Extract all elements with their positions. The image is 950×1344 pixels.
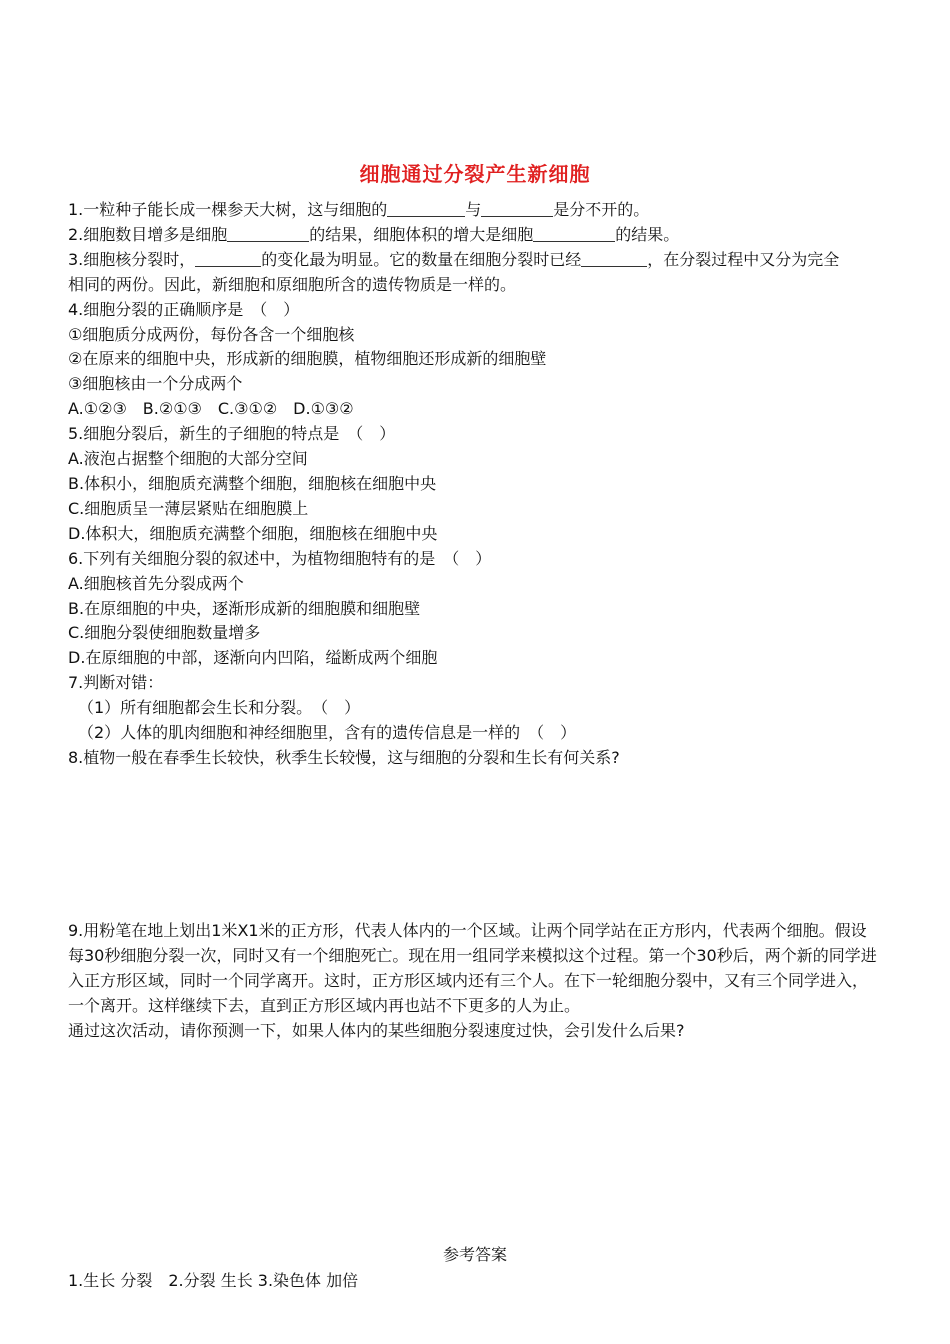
answer-key-title: 参考答案 [442, 1245, 507, 1264]
question-6-option-c: C.细胞分裂使细胞数量增多 [68, 623, 261, 643]
question-6-option-b: B.在原细胞的中央，逐渐形成新的细胞膜和细胞壁 [68, 598, 421, 618]
answer-blank[interactable] [581, 250, 647, 267]
question-6-stem: 6.下列有关细胞分裂的叙述中，为植物细胞特有的是 （ ） [68, 548, 492, 568]
question-5-option-b: B.体积小，细胞质充满整个细胞，细胞核在细胞中央 [68, 473, 437, 493]
question-7-stem: 7.判断对错： [68, 673, 164, 693]
question-3-line-2: 相同的两份。因此，新细胞和原细胞所含的遗传物质是一样的。 [68, 274, 517, 294]
question-5-option-a: A.液泡占据整个细胞的大部分空间 [68, 449, 308, 469]
question-8-stem: 8.植物一般在春季生长较快，秋季生长较慢，这与细胞的分裂和生长有何关系? [68, 747, 620, 767]
question-1: 1.一粒种子能长成一棵参天大树，这与细胞的 与 是分不开的。 [68, 200, 650, 219]
question-3: 3.细胞核分裂时， 的变化最为明显。它的数量在细胞分裂时已经 ，在分裂过程中又分为完全 [68, 249, 840, 269]
answer-blank[interactable] [227, 225, 309, 242]
question-2: 2.细胞数目增多是细胞 的结果，细胞体积的增大是细胞 的结果。 [68, 224, 680, 244]
question-4-stem: 4.细胞分裂的正确顺序是 （ ） [68, 299, 300, 319]
answer-blank[interactable] [387, 200, 465, 217]
answer-key-line: 1.生长 分裂 2.分裂 生长 3.染色体 加倍 [68, 1271, 359, 1290]
questions-section [68, 198, 876, 771]
question-5-stem: 5.细胞分裂后，新生的子细胞的特点是 （ ） [68, 424, 396, 444]
question-4-step-1: ①细胞质分成两份，每份各含一个细胞核 [68, 324, 355, 344]
question-4-step-2: ②在原来的细胞中央，形成新的细胞膜，植物细胞还形成新的细胞壁 [68, 349, 547, 369]
question-5-option-c: C.细胞质呈一薄层紧贴在细胞膜上 [68, 498, 309, 518]
page-title: 细胞通过分裂产生新细胞 [359, 162, 591, 186]
question-9-paragraph: 9.用粉笔在地上划出1米X1米的正方形，代表人体内的一个区域。让两个同学站在正方形内，代表两个细胞。假设每30秒细胞分裂一次，同时又有一个细胞死亡。现在用一组同学来模拟这个过程。第一个30秒后，两个新的同学进入正方形区域，同时一个同学离开。这时，正方形区域内还有三个人。在下一轮细胞分裂中，又有三个同学进入，一个离开。这样继续下去，直到正方形区域内再也站不下更多的人为止。 [68, 921, 877, 1015]
question-6-option-d: D.在原细胞的中部，逐渐向内凹陷，缢断成两个细胞 [68, 648, 438, 668]
question-6-option-a: A.细胞核首先分裂成两个 [68, 573, 244, 593]
answer-blank[interactable] [533, 225, 615, 242]
question-7-item-2: （2）人体的肌肉细胞和神经细胞里，含有的遗传信息是一样的 （ ） [78, 723, 577, 743]
question-4-options: A.①②③ B.②①③ C.③①② D.①③② [68, 399, 354, 419]
question-4-step-3: ③细胞核由一个分成两个 [68, 374, 243, 394]
answer-blank[interactable] [481, 200, 553, 217]
question-9 [68, 918, 880, 1043]
answer-blank[interactable] [195, 250, 261, 267]
question-5-option-d: D.体积大，细胞质充满整个细胞，细胞核在细胞中央 [68, 523, 438, 543]
question-9-prompt: 通过这次活动，请你预测一下，如果人体内的某些细胞分裂速度过快，会引发什么后果? [68, 1021, 685, 1040]
question-7-item-1: （1）所有细胞都会生长和分裂。 （ ） [78, 698, 361, 718]
